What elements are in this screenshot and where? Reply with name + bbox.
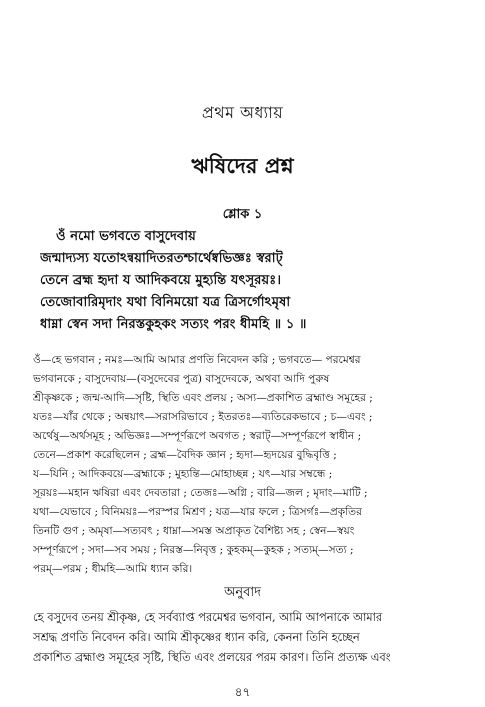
sanskrit-verse	[40, 226, 450, 336]
gloss-line: য—যিনি ; আদিকবয়ে—ব্রহ্মাকে ; মুহ্যন্তি—মোহাচ্ছন্ন ; যৎ—যার সম্বন্ধে ;	[33, 468, 333, 480]
translation-text	[33, 607, 458, 667]
verse-line: তেজোবারিমৃদাং যথা বিনিময়ো যত্র ত্রিসর্গোঽমৃষা	[40, 295, 291, 310]
gloss-line: যথা—যেভাবে ; বিনিময়ঃ—পরস্পর মিশ্রণ ; যত্র—যার ফলে ; ত্রিসর্গঃ—প্রকৃতির	[33, 506, 362, 518]
translation-line: প্রকাশিত ব্রহ্মাণ্ড সমূহের সৃষ্টি, স্থিতি এবং প্রলয়ের পরম কারণ। তিনি প্রত্যক্ষ এবং	[33, 650, 391, 664]
verse-line: ধাম্না স্বেন সদা নিরস্তকুহকং সত্যং পরং ধীমহি ॥ ১ ॥	[40, 317, 307, 332]
verse-line: ওঁ নমো ভগবতে বাসুদেবায়	[56, 229, 196, 244]
chapter-title: ঋষিদের প্রশ্ন	[191, 153, 294, 178]
word-for-word-gloss	[33, 351, 458, 579]
page-number: ৪৭	[234, 685, 251, 699]
chapter-heading: প্রথম অধ্যায়	[201, 103, 284, 122]
translation-heading: অনুবাদ	[224, 585, 261, 600]
verse-line: তেনে ব্রহ্ম হৃদা য আদিকবয়ে মুহ্যন্তি যৎসূরয়ঃ।	[40, 273, 282, 288]
gloss-line: ওঁ—হে ভগবান ; নমঃ—আমি আমার প্রণতি নিবেদন করি ; ভগবতে— পরমেশ্বর	[33, 354, 361, 366]
gloss-line: সূরয়ঃ—মহান ঋষিরা এবং দেবতারা ; তেজঃ—অগ্নি ; বারি—জল ; মৃদাং—মাটি ;	[33, 487, 368, 499]
gloss-line: পরম্—পরম ; ধীমহি—আমি ধ্যান করি।	[33, 563, 193, 575]
verse-line: জন্মাদ্যস্য যতোঽন্বয়াদিতরতশ্চার্থেষ্বভিজ্ঞঃ স্বরাট্	[40, 251, 283, 266]
verse-number: শ্লোক ১	[222, 207, 263, 222]
gloss-line: অর্থেষু—অর্থসমূহ ; অভিজ্ঞঃ—সম্পূর্ণরূপে অবগত ; স্বরাট্—সম্পূর্ণরূপে স্বাধীন ;	[33, 430, 362, 442]
translation-line: হে বসুদেব তনয় শ্রীকৃষ্ণ, হে সর্বব্যাপ্ত পরমেশ্বর ভগবান, আমি আপনাকে আমার	[33, 610, 383, 624]
translation-line: সশ্রদ্ধ প্রণতি নিবেদন করি। আমি শ্রীকৃষ্ণের ধ্যান করি, কেননা তিনি হচ্ছেন	[33, 630, 360, 644]
gloss-line: সম্পূর্ণরূপে ; সদা—সব সময় ; নিরস্ত—নিবৃত্ত ; কুহকম্—কুহক ; সত্যম্—সত্য ;	[33, 544, 354, 556]
gloss-line: যতঃ—যাঁর থেকে ; অন্বয়াৎ—সরাসরিভাবে ; ইতরতঃ—ব্যতিরেকভাবে ; চ—এবং ;	[33, 411, 373, 423]
gloss-line: তেনে—প্রকাশ করেছিলেন ; ব্রহ্ম—বৈদিক জ্ঞান ; হৃদা—হৃদয়ের বুদ্ধিবৃত্তি ;	[33, 449, 337, 461]
gloss-line: ভগবানকে ; বাসুদেবায়—(বসুদেবের পুত্র) বাসুদেবকে, অথবা আদি পুরুষ	[33, 373, 330, 385]
gloss-line: শ্রীকৃষ্ণকে ; জন্ম-আদি—সৃষ্টি, স্থিতি এবং প্রলয় ; অস্য—প্রকাশিত ব্রহ্মাণ্ড সমূহের ;	[33, 392, 373, 404]
gloss-line: তিনটি গুণ ; অমৃষা—সত্যবৎ ; ধাম্না—সমস্ত অপ্রাকৃত বৈশিষ্ট্য সহ ; স্বেন—স্বয়ং	[33, 525, 355, 537]
